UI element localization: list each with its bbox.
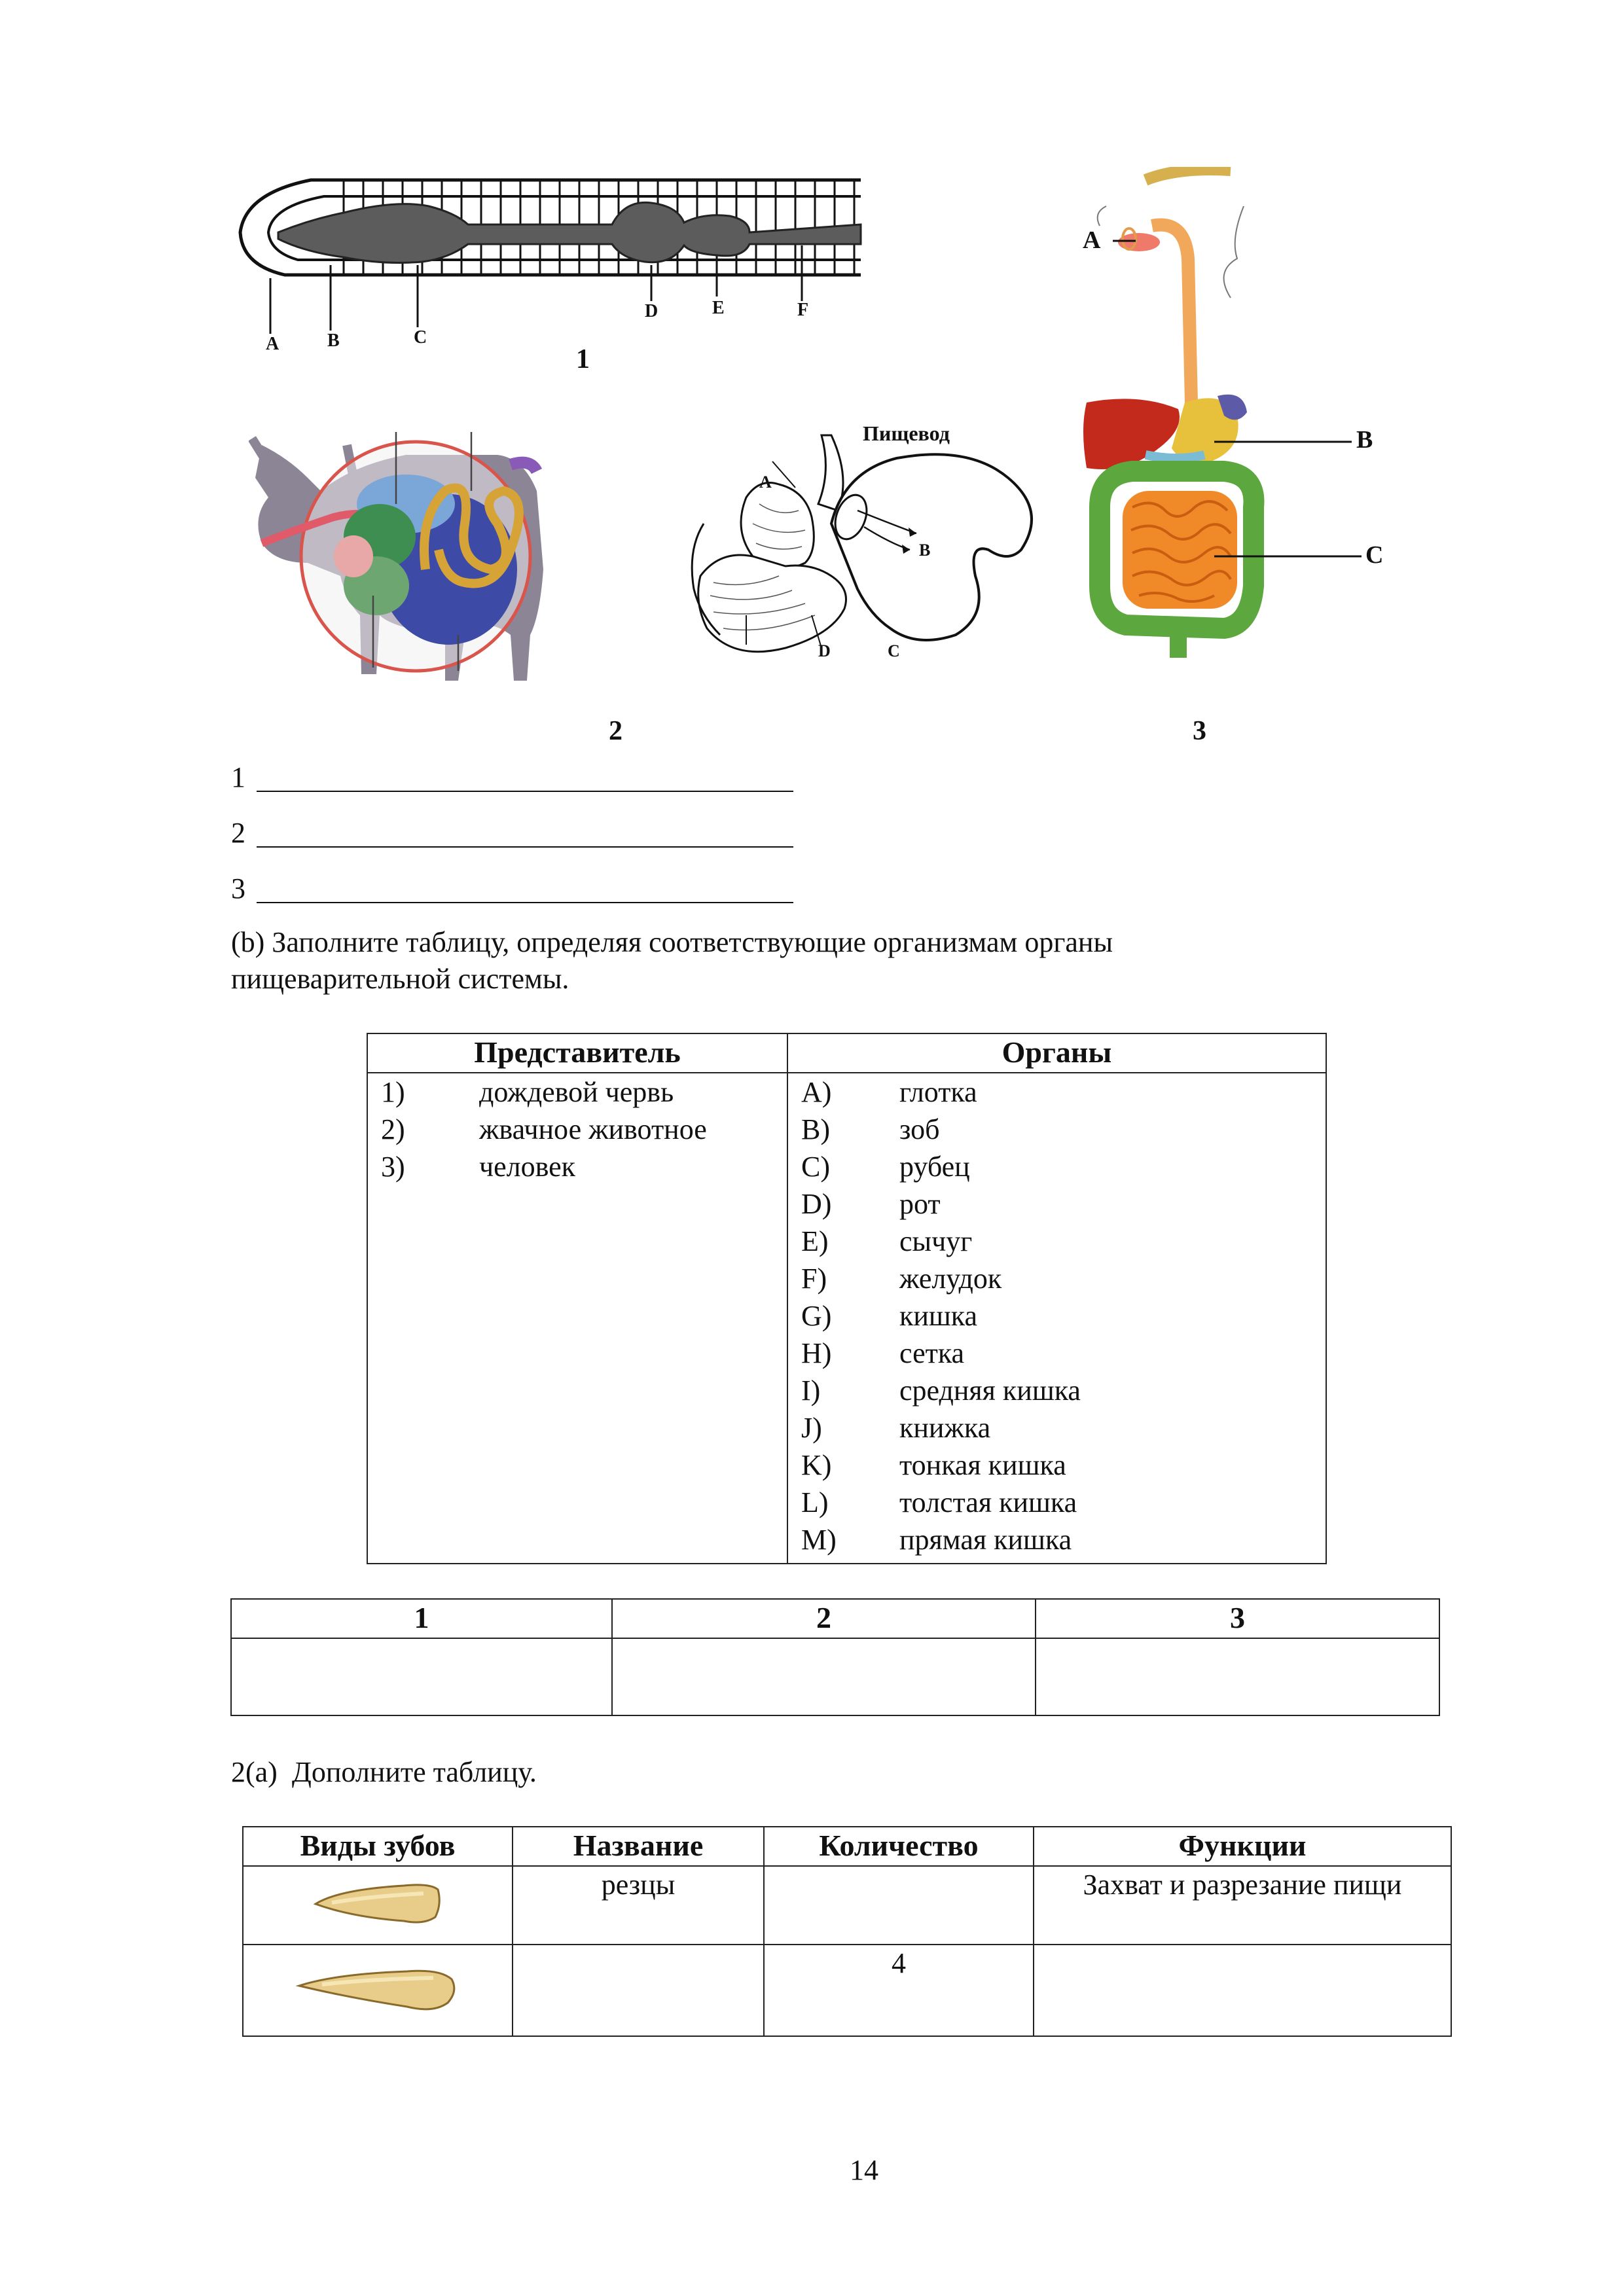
organ-item: B) зоб xyxy=(801,1113,940,1145)
tooth-image-cell xyxy=(243,1866,513,1945)
stomach-label-c: C xyxy=(888,641,900,660)
human-label-a: A xyxy=(1083,226,1101,254)
answer-line-number-2: 2 xyxy=(231,817,245,849)
earthworm-label-f: F xyxy=(797,300,809,320)
incisor-tooth-icon xyxy=(312,1878,443,1930)
canine-tooth-icon xyxy=(296,1960,460,2018)
organ-item: J) книжка xyxy=(801,1412,991,1444)
organ-item: D) рот xyxy=(801,1188,941,1220)
organ-item: L) толстая кишка xyxy=(801,1486,1077,1518)
teeth-function-header: Функции xyxy=(1034,1827,1451,1866)
teeth-count-header: Количество xyxy=(764,1827,1034,1866)
teeth-name-header: Название xyxy=(513,1827,764,1866)
teeth-types-header: Виды зубов xyxy=(243,1827,513,1866)
human-label-c: C xyxy=(1365,541,1384,569)
esophagus-label: Пищевод xyxy=(863,422,950,445)
representative-item: 1) дождевой червь xyxy=(381,1076,674,1108)
human-label-b: B xyxy=(1356,426,1373,454)
human-digestive-diagram xyxy=(1074,167,1414,664)
organ-item: A) глотка xyxy=(801,1076,977,1108)
answer-col-1-header: 1 xyxy=(231,1599,612,1638)
earthworm-label-a: A xyxy=(266,334,280,354)
stomach-label-b: B xyxy=(919,541,931,560)
task-b-text-line2: пищеварительной системы. xyxy=(231,963,569,995)
answer-line-1[interactable] xyxy=(257,791,793,792)
task-b-text-line1: (b) Заполните таблицу, определяя соответствующие организмам органы xyxy=(231,926,1113,958)
tooth-name-cell[interactable] xyxy=(513,1945,764,2036)
answer-line-2[interactable] xyxy=(257,846,793,848)
answer-table xyxy=(230,1598,1440,1716)
organ-item: E) сычуг xyxy=(801,1225,973,1257)
representative-item: 2) жвачное животное xyxy=(381,1113,707,1145)
answer-cell-1[interactable] xyxy=(231,1638,612,1715)
figure-number-2: 2 xyxy=(609,716,623,746)
earthworm-label-c: C xyxy=(414,327,427,348)
tooth-count-cell[interactable] xyxy=(764,1866,1034,1945)
organ-item: C) рубец xyxy=(801,1151,970,1183)
organs-matching-table xyxy=(367,1033,1327,1564)
organ-item: K) тонкая кишка xyxy=(801,1449,1066,1481)
tooth-function-cell[interactable] xyxy=(1034,1945,1451,2036)
organ-item: H) сетка xyxy=(801,1337,965,1369)
answer-col-2-header: 2 xyxy=(612,1599,1036,1638)
representative-header: Представитель xyxy=(367,1033,787,1073)
stomach-label-a: A xyxy=(759,473,772,492)
answer-line-number-3: 3 xyxy=(231,872,245,905)
figure-number-3: 3 xyxy=(1193,716,1206,746)
answer-cell-3[interactable] xyxy=(1036,1638,1439,1715)
organ-item: F) желудок xyxy=(801,1263,1002,1295)
earthworm-label-d: D xyxy=(645,301,659,321)
answer-cell-2[interactable] xyxy=(612,1638,1036,1715)
answer-line-3[interactable] xyxy=(257,902,793,903)
tooth-function-cell[interactable]: Захват и разрезание пищи xyxy=(1034,1866,1451,1945)
tooth-image-cell xyxy=(243,1945,513,2036)
representative-item: 3) человек xyxy=(381,1151,576,1183)
earthworm-label-e: E xyxy=(712,298,725,318)
organs-header: Органы xyxy=(787,1033,1326,1073)
tooth-count-cell[interactable]: 4 xyxy=(764,1945,1034,2036)
task-2a-text: 2(a) Дополните таблицу. xyxy=(231,1756,537,1788)
cow-digestive-diagram xyxy=(249,419,615,694)
tooth-name-cell[interactable]: резцы xyxy=(513,1866,764,1945)
ruminant-stomach-diagram xyxy=(681,419,1047,681)
organ-item: G) кишка xyxy=(801,1300,978,1332)
answer-line-number-1: 1 xyxy=(231,761,245,793)
earthworm-label-b: B xyxy=(327,331,340,351)
organ-item: M) прямая кишка xyxy=(801,1524,1072,1556)
stomach-label-d: D xyxy=(818,641,831,660)
answer-col-3-header: 3 xyxy=(1036,1599,1439,1638)
organs-cell xyxy=(787,1073,1326,1564)
figure-number-1: 1 xyxy=(576,344,590,374)
representatives-cell xyxy=(367,1073,787,1564)
organ-item: I) средняя кишка xyxy=(801,1374,1081,1407)
page-number: 14 xyxy=(850,2154,878,2186)
teeth-table xyxy=(242,1826,1452,2037)
